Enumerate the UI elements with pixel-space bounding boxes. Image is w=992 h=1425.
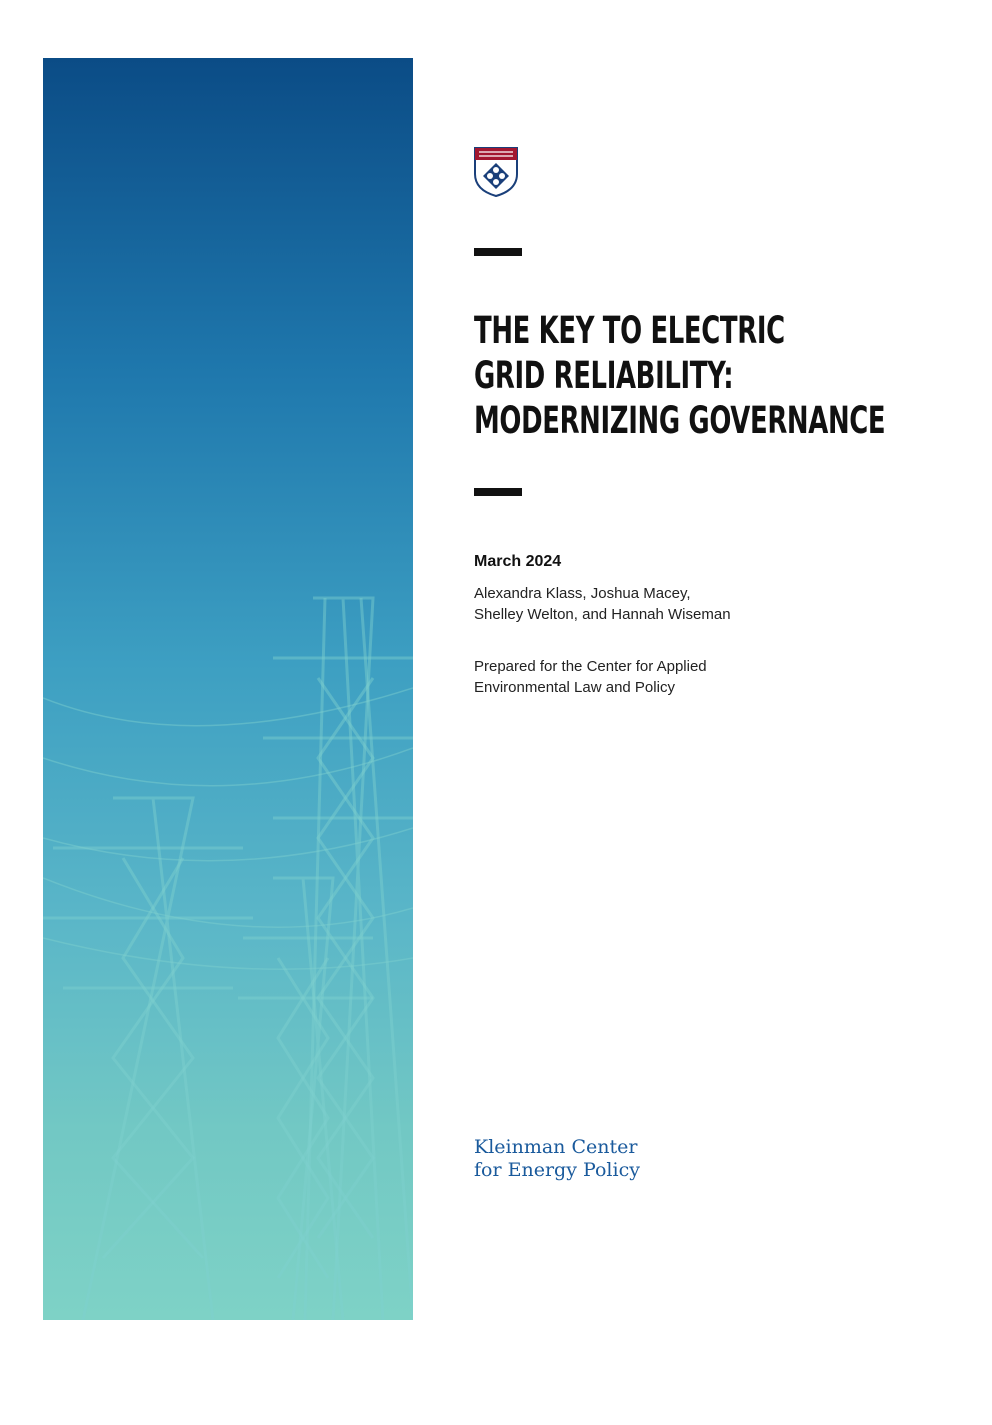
penn-shield-icon	[473, 146, 519, 198]
prepared-line-2: Environmental Law and Policy	[474, 679, 675, 696]
title-line-1: THE KEY TO ELECTRIC	[474, 309, 785, 352]
prepared-line-1: Prepared for the Center for Applied	[474, 658, 707, 675]
authors	[474, 583, 731, 625]
title-line-2: GRID RELIABILITY:	[474, 354, 734, 397]
center-line-1: Kleinman Center	[474, 1136, 638, 1158]
electric-pylons-image	[43, 58, 413, 1320]
center-line-2: for Energy Policy	[474, 1159, 640, 1181]
authors-line-2: Shelley Welton, and Hannah Wiseman	[474, 606, 731, 623]
prepared-for	[474, 656, 707, 698]
authors-line-1: Alexandra Klass, Joshua Macey,	[474, 585, 691, 602]
publication-date: March 2024	[474, 553, 562, 570]
document-title	[474, 308, 886, 443]
bottom-divider	[474, 488, 522, 496]
title-line-3: MODERNIZING GOVERNANCE	[474, 399, 886, 442]
kleinman-center-logo	[474, 1136, 640, 1182]
top-divider	[474, 248, 522, 256]
cover-image-panel	[43, 58, 413, 1320]
